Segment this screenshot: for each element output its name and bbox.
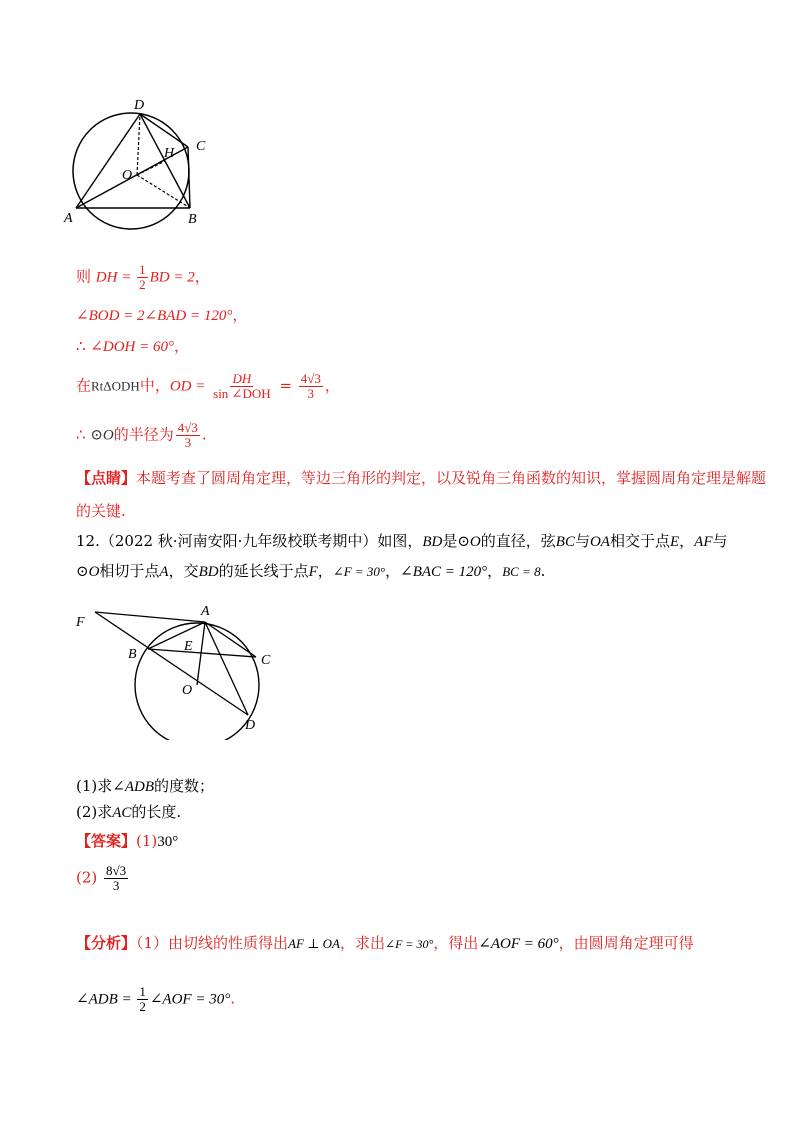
label-d: D (134, 98, 145, 113)
label-a: A (64, 211, 73, 226)
solution-line-4: 在RtΔODH中，OD = $\frac{DH}{\text{sin ∠DOH}}$ = $\frac{4√3}{3}$ ， (76, 371, 340, 401)
label-c-2: C (261, 653, 271, 668)
solution-line-1: 则 DH = $\frac{1}{2}$ BD = 2， (76, 262, 210, 292)
label-e: E (184, 639, 193, 654)
answer-line-1: 【答案】(1)30° (76, 832, 179, 850)
label-d-2: D (245, 718, 256, 733)
comment-line-2: 的关键. (76, 502, 126, 520)
question-2: (2)求AC的长度. (76, 803, 182, 821)
comment-tag: 【点睛】 (76, 469, 137, 487)
solution-line-3: ∴ ∠DOH = 60°， (76, 337, 190, 355)
figure-tangent-circle (70, 600, 280, 740)
analysis-line-2: ∠ADB = $\frac{1}{2}$ ∠AOF = 30°. (76, 984, 235, 1014)
answer-tag: 【答案】 (76, 832, 137, 850)
analysis-line-1: 【分析】（1）由切线的性质得出AF ⊥ OA，求出∠F = 30°，得出∠AOF = 60°，由圆周角定理可得 (76, 934, 694, 952)
label-b-2: B (128, 647, 137, 662)
label-f: F (76, 615, 85, 630)
segment-fa (95, 612, 205, 622)
solution-line-5: ∴ ⊙O的半径为 $\frac{4√3}{3}$ . (76, 420, 207, 450)
segment-ob-dashed (137, 175, 190, 208)
segment-dc (140, 114, 188, 147)
segment-od-dashed (137, 114, 140, 175)
label-o-2: O (182, 683, 193, 698)
label-b: B (188, 212, 197, 227)
label-a-2: A (201, 604, 210, 619)
label-o: O (122, 168, 133, 183)
figure-circle-abcd (60, 95, 230, 245)
label-h: H (164, 146, 175, 161)
label-c: C (196, 139, 206, 154)
segment-cb (188, 147, 190, 208)
question-1: (1)求∠ADB的度数； (76, 777, 214, 795)
problem-12-line-2: ⊙O相切于点A，交BD的延长线于点F，∠F = 30°，∠BAC = 120°，BC = 8. (76, 562, 546, 580)
answer-line-2: (2) $\frac{8√3}{3}$ (76, 863, 127, 893)
solution-line-2: ∠BOD = 2∠BAD = 120°， (76, 306, 248, 324)
problem-12-line-1: 12.（2022 秋·河南安阳·九年级校联考期中）如图，BD是⊙O的直径，弦BC与OA相交于点E，AF与 (76, 532, 728, 550)
analysis-tag: 【分析】 (76, 934, 137, 952)
segment-fd (95, 612, 248, 715)
comment-line-1: 【点睛】本题考查了圆周角定理，等边三角形的判定，以及锐角三角函数的知识，掌握圆周角定理是解题 (76, 469, 767, 487)
segment-ad (76, 114, 140, 208)
